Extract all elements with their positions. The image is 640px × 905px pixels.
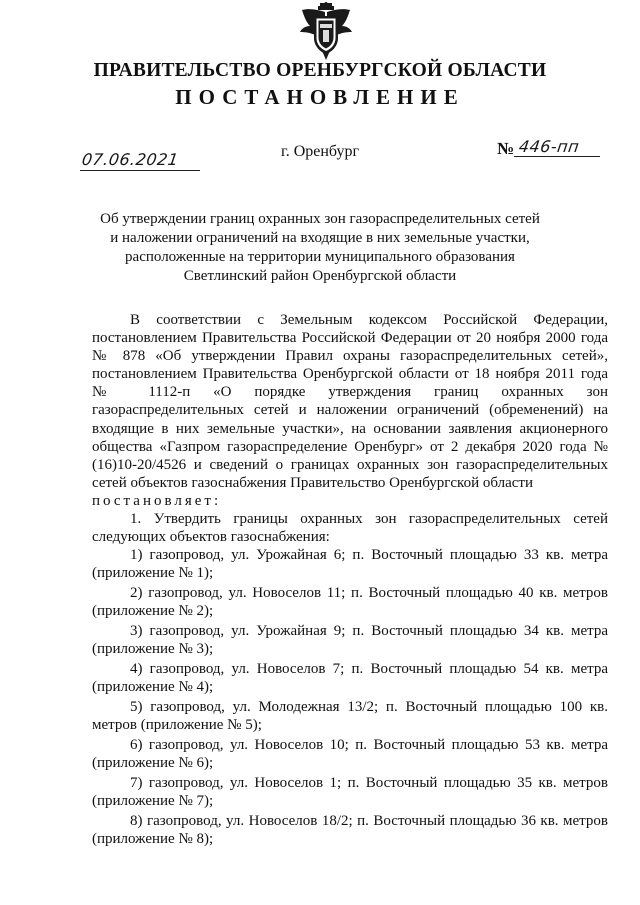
document-subject xyxy=(90,210,550,286)
preamble-paragraph: В соответствии с Земельным кодексом Российской Федерации, постановлением Правительства Российской Федерации от 20 ноября 2000 года № 878 «Об утверждении Правил охраны газораспределительных сетей», постановлением Правительства Оренбургской области от 18 ноября 2011 года № 1112-п «О порядке утверждения границ охранных зон газораспределительных сетей и наложении ограничений (обременений) на входящие в них земельные участки», на основании заявления акционерного общества «Газпром газораспределение Оренбург» от 2 декабря 2020 года № (16)10-20/4526 и сведений о границах охранных зон газораспределительных сетей объектов газоснабжения Правительство Оренбургской области xyxy=(92,312,608,491)
city-label: г. Оренбург xyxy=(280,143,360,160)
number-field xyxy=(497,137,607,161)
subject-line: расположенные на территории муниципального образования xyxy=(125,249,515,265)
coat-of-arms-icon xyxy=(296,2,356,64)
list-item: 2) газопровод, ул. Новоселов 11; п. Восточный площадью 40 кв. метров (приложение № 2); xyxy=(92,585,608,620)
government-title: ПРАВИТЕЛЬСТВО ОРЕНБУРГСКОЙ ОБЛАСТИ xyxy=(93,60,547,81)
list-item: 5) газопровод, ул. Молодежная 13/2; п. Восточный площадью 100 кв. метров (приложение № 5); xyxy=(92,699,608,734)
point-1: 1. Утвердить границы охранных зон газораспределительных сетей следующих объектов газоснабжения: xyxy=(92,511,608,546)
list-item: 4) газопровод, ул. Новоселов 7; п. Восточный площадью 54 кв. метра (приложение № 4); xyxy=(92,661,608,696)
subject-line: и наложении ограничений на входящие в них земельные участки, xyxy=(110,230,530,246)
number-value: 446-пп xyxy=(517,137,581,156)
list-item: 3) газопровод, ул. Урожайная 9; п. Восточный площадью 34 кв. метра (приложение № 3); xyxy=(92,623,608,658)
list-item: 7) газопровод, ул. Новоселов 1; п. Восточный площадью 35 кв. метров (приложение № 7); xyxy=(92,775,608,810)
document-type: ПОСТАНОВЛЕНИЕ xyxy=(175,85,465,109)
list-item: 6) газопровод, ул. Новоселов 10; п. Восточный площадью 53 кв. метра (приложение № 6); xyxy=(92,737,608,772)
subject-line: Об утверждении границ охранных зон газораспределительных сетей xyxy=(100,211,540,227)
number-underline xyxy=(514,156,600,157)
document-body xyxy=(92,311,608,848)
list-item: 8) газопровод, ул. Новоселов 18/2; п. Восточный площадью 36 кв. метров (приложение № 8); xyxy=(92,813,608,848)
subject-line: Светлинский район Оренбургской области xyxy=(183,268,457,284)
number-sign: № xyxy=(497,139,515,158)
date-value: 07.06.2021 xyxy=(80,150,180,169)
list-item: 1) газопровод, ул. Урожайная 6; п. Восточный площадью 33 кв. метра (приложение № 1); xyxy=(92,547,608,582)
resolves-word: постановляет: xyxy=(92,492,222,509)
